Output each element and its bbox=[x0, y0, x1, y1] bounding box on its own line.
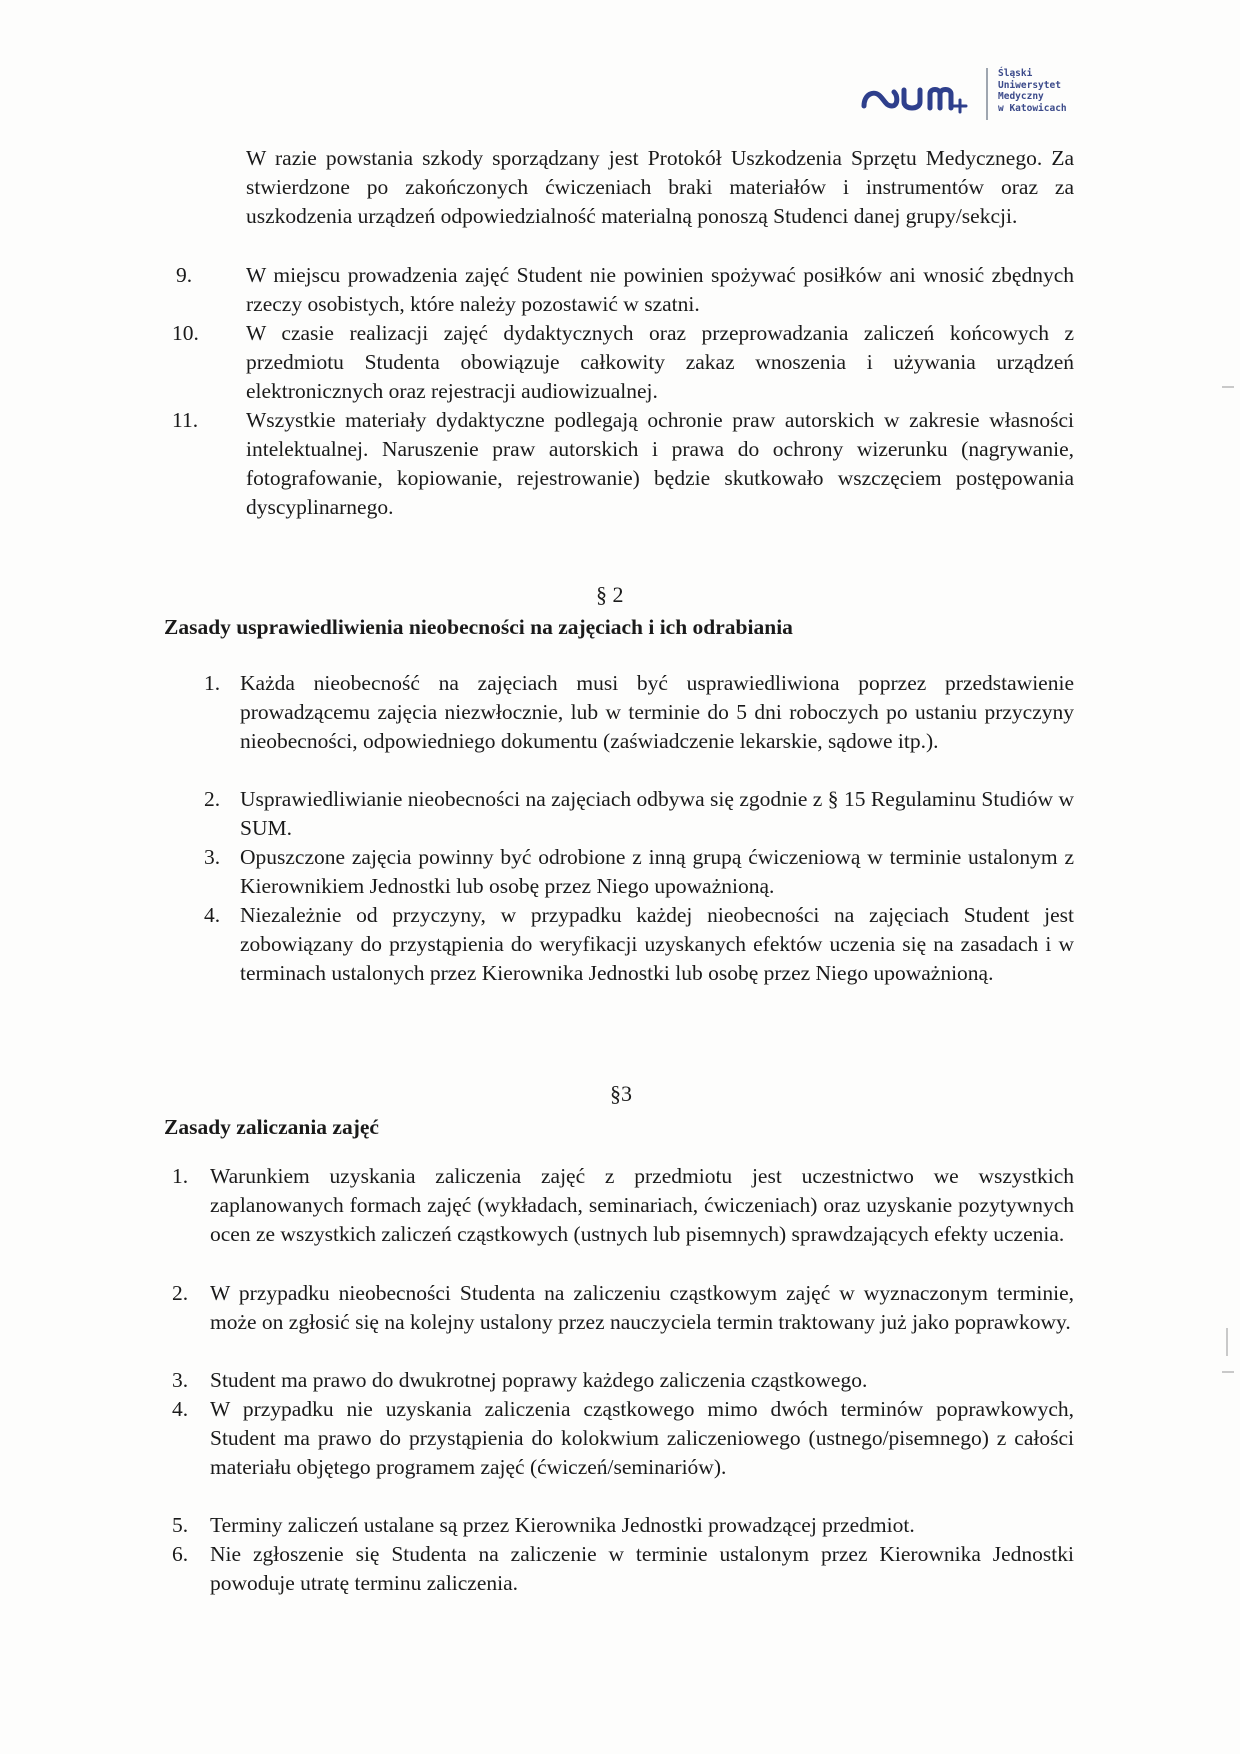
list-item-text: Niezależnie od przyczyny, w przypadku każdej nieobecności na zajęciach Student jest zobowiązany do przystąpienia do weryfikacji uzyskanych efektów uczenia się na zasadach i w terminach ustalonych przez Kierownika Jednostki lub osobę przez Niego upoważnioną. bbox=[240, 903, 1074, 985]
list-item-text: Terminy zaliczeń ustalane są przez Kierownika Jednostki prowadzącej przedmiot. bbox=[210, 1513, 915, 1537]
university-logo bbox=[858, 66, 1078, 124]
list-item-number: 6. bbox=[172, 1542, 189, 1566]
list-item-number: 11. bbox=[172, 408, 199, 432]
logo-text bbox=[998, 68, 1067, 114]
section-sign: §3 bbox=[610, 1081, 632, 1106]
logo-line: Uniwersytet bbox=[998, 79, 1061, 91]
list-item-number: 1. bbox=[172, 1164, 189, 1188]
list-item-text: Warunkiem uzyskania zaliczenia zajęć z przedmiotu jest uczestnictwo we wszystkich zaplanowanych formach zajęć (wykładach, seminariach, ćwiczeniach) oraz uzyskanie pozytywnych ocen ze wszystkich zaliczeń cząstkowych (ustnych lub pisemnych) sprawdzających efekty uczenia. bbox=[210, 1164, 1074, 1246]
scan-mark bbox=[1222, 386, 1234, 388]
list-item-text: W przypadku nieobecności Studenta na zaliczeniu cząstkowym zajęć w wyznaczonym terminie, może on zgłosić się na kolejny ustalony przez nauczyciela termin traktowany już jako poprawkowy. bbox=[210, 1281, 1074, 1334]
list-item-number: 2. bbox=[204, 787, 221, 811]
scan-mark bbox=[1226, 1328, 1228, 1356]
list-item-number: 4. bbox=[204, 903, 221, 927]
section-sign: § 2 bbox=[596, 582, 624, 607]
list-item-text: Usprawiedliwianie nieobecności na zajęciach odbywa się zgodnie z § 15 Regulaminu Studiów w SUM. bbox=[240, 787, 1074, 840]
section-title: Zasady zaliczania zajęć bbox=[164, 1115, 379, 1139]
list-item-number: 1. bbox=[204, 671, 221, 695]
list-item-number: 10. bbox=[172, 321, 199, 345]
list-item-text: W przypadku nie uzyskania zaliczenia cząstkowego mimo dwóch terminów poprawkowych, Student ma prawo do przystąpienia do kolokwium zaliczeniowego (ustnego/pisemnego) z całości materiału objętego programem zajęć (ćwiczeń/seminariów). bbox=[210, 1397, 1074, 1479]
logo-divider bbox=[986, 68, 988, 120]
list-item-text: Każda nieobecność na zajęciach musi być usprawiedliwiona poprzez przedstawienie prowadzącemu zajęcia niezwłocznie, lub w terminie do 5 dni roboczych po ustaniu przyczyny nieobecności, odpowiedniego dokumentu (zaświadczenie lekarskie, sądowe itp.). bbox=[240, 671, 1074, 753]
logo-line: Śląski bbox=[998, 68, 1033, 79]
list-item-number: 3. bbox=[204, 845, 221, 869]
list-item-text: Student ma prawo do dwukrotnej poprawy każdego zaliczenia cząstkowego. bbox=[210, 1368, 868, 1392]
section-title: Zasady usprawiedliwienia nieobecności na zajęciach i ich odrabiania bbox=[164, 615, 793, 639]
list-item-text: Nie zgłoszenie się Studenta na zaliczenie w terminie ustalonym przez Kierownika Jednostki powoduje utratę terminu zaliczenia. bbox=[210, 1542, 1074, 1595]
list-item-number: 9. bbox=[176, 263, 193, 287]
scan-mark bbox=[1222, 1371, 1234, 1373]
list-item-text: W miejscu prowadzenia zajęć Student nie powinien spożywać posiłków ani wnosić zbędnych rzeczy osobistych, które należy pozostawić w szatni. bbox=[246, 263, 1074, 316]
list-item-number: 2. bbox=[172, 1281, 189, 1305]
sum-logo-icon bbox=[858, 72, 976, 118]
logo-line: w Katowicach bbox=[998, 102, 1067, 114]
continuation-paragraph: W razie powstania szkody sporządzany jest Protokół Uszkodzenia Sprzętu Medycznego. Za stwierdzone po zakończonych ćwiczeniach braki materiałów i instrumentów oraz za uszkodzenia urządzeń odpowiedzialność materialną ponoszą Studenci danej grupy/sekcji. bbox=[246, 146, 1074, 228]
list-item-number: 4. bbox=[172, 1397, 189, 1421]
list-item-text: Wszystkie materiały dydaktyczne podlegają ochronie praw autorskich w zakresie własności intelektualnej. Naruszenie praw autorskich i prawa do ochrony wizerunku (nagrywanie, fotografowanie, kopiowanie, rejestrowanie) będzie skutkowało wszczęciem postępowania dyscyplinarnego. bbox=[246, 408, 1074, 519]
logo-line: Medyczny bbox=[998, 91, 1044, 102]
list-item-text: Opuszczone zajęcia powinny być odrobione z inną grupą ćwiczeniową w terminie ustalonym z Kierownikiem Jednostki lub osobę przez Niego upoważnioną. bbox=[240, 845, 1074, 898]
list-item-number: 5. bbox=[172, 1513, 189, 1537]
list-item-number: 3. bbox=[172, 1368, 189, 1392]
list-item-text: W czasie realizacji zajęć dydaktycznych oraz przeprowadzania zaliczeń końcowych z przedmiotu Studenta obowiązuje całkowity zakaz wnoszenia i używania urządzeń elektronicznych oraz rejestracji audiowizualnej. bbox=[246, 321, 1074, 403]
